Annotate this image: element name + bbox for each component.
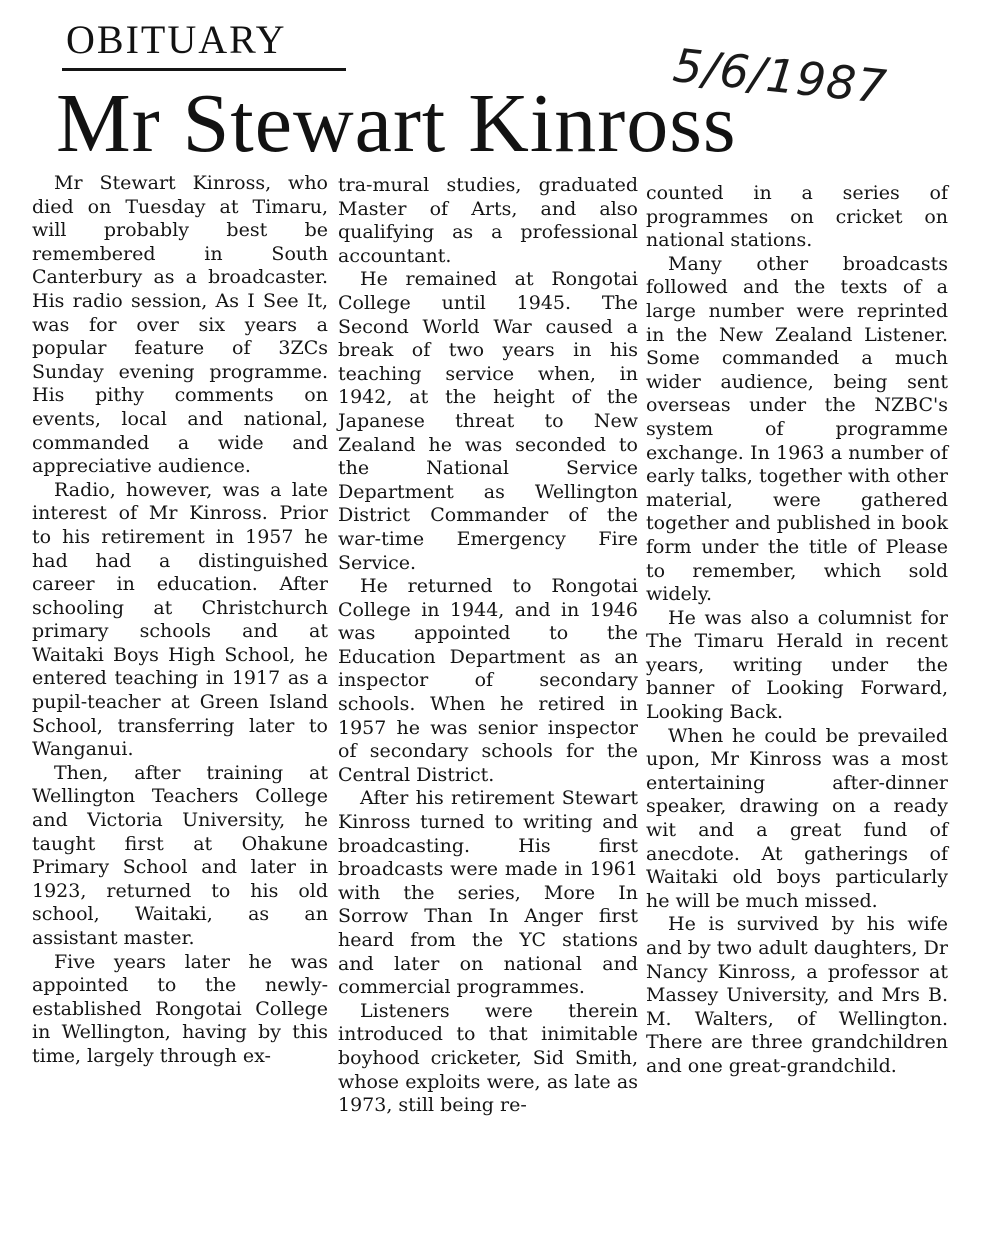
paragraph: When he could be prevailed upon, Mr Kinross was a most entertaining after-dinner speaker, drawing on a ready wit and a great fund of anecdote. At gatherings of Waitaki old boys particularly he will be much missed. [646,724,948,912]
paragraph: He is survived by his wife and by two adult daughters, Dr Nancy Kinross, a professor at Massey University, and Mrs B. M. Walters, of Wellington. There are three grandchildren and one great-grandchild. [646,913,948,1077]
paragraph: Mr Stewart Kinross, who died on Tuesday at Timaru, will probably best be remembered in South Canterbury as a broadcaster. His radio session, As I See It, was for over six years a popular feature of 3ZCs Sunday evening programme. His pithy comments on events, local and national, commanded a wide and appreciative audience. [32,172,328,478]
paragraph-continued: tra-mural studies, graduated Master of Arts, and also qualifying as a professional accountant. [338,174,638,267]
paragraph: Many other broadcasts followed and the texts of a large number were reprinted in the New Zealand Listener. Some commanded a much wider audience, being sent overseas under the NZBC's system of programme exchange. In 1963 a number of early talks, together with other material, were gathered together and published in book form under the title of Please to remember, which sold widely. [646,252,948,606]
article-column-3 [646,182,948,1079]
article-column-1 [32,172,328,1069]
paragraph-continued: counted in a series of programmes on cricket on national stations. [646,182,948,252]
paragraph: He returned to Rongotai College in 1944, and in 1946 was appointed to the Education Department as an inspector of secondary schools. When he retired in 1957 he was senior inspector of secondary schools for the Central District. [338,575,638,786]
section-underline [62,68,346,71]
paragraph: Radio, however, was a late interest of Mr Kinross. Prior to his retirement in 1957 he had had a distinguished career in education. After schooling at Christchurch primary schools and at Waitaki Boys High School, he entered teaching in 1917 as a pupil-teacher at Green Island School, transferring later to Wanganui. [32,478,328,761]
paragraph: He remained at Rongotai College until 1945. The Second World War caused a break of two years in his teaching service when, in 1942, at the height of the Japanese threat to New Zealand he was seconded to the National Service Department as Wellington District Commander of the war-time Emergency Fire Service. [338,268,638,574]
headline: Mr Stewart Kinross [56,77,737,170]
paragraph: Five years later he was appointed to the newly-established Rongotai College in Wellington, having by this time, largely through ex- [32,950,328,1067]
paragraph: He was also a columnist for The Timaru Herald in recent years, writing under the banner of Looking Forward, Looking Back. [646,606,948,724]
article-column-2 [338,174,638,1118]
paragraph: Listeners were therein introduced to that inimitable boyhood cricketer, Sid Smith, whose exploits were, as late as 1973, still being re- [338,999,638,1117]
paragraph: Then, after training at Wellington Teachers College and Victoria University, he taught first at Ohakune Primary School and later in 1923, returned to his old school, Waitaki, as an assistant master. [32,761,328,949]
section-label: OBITUARY [66,17,287,62]
handwritten-date: 5/6/1987 [670,38,890,115]
paragraph: After his retirement Stewart Kinross turned to writing and broadcasting. His first broadcasts were made in 1961 with the series, More In Sorrow Than In Anger first heard from the YC stations and later on national and commercial programmes. [338,787,638,999]
